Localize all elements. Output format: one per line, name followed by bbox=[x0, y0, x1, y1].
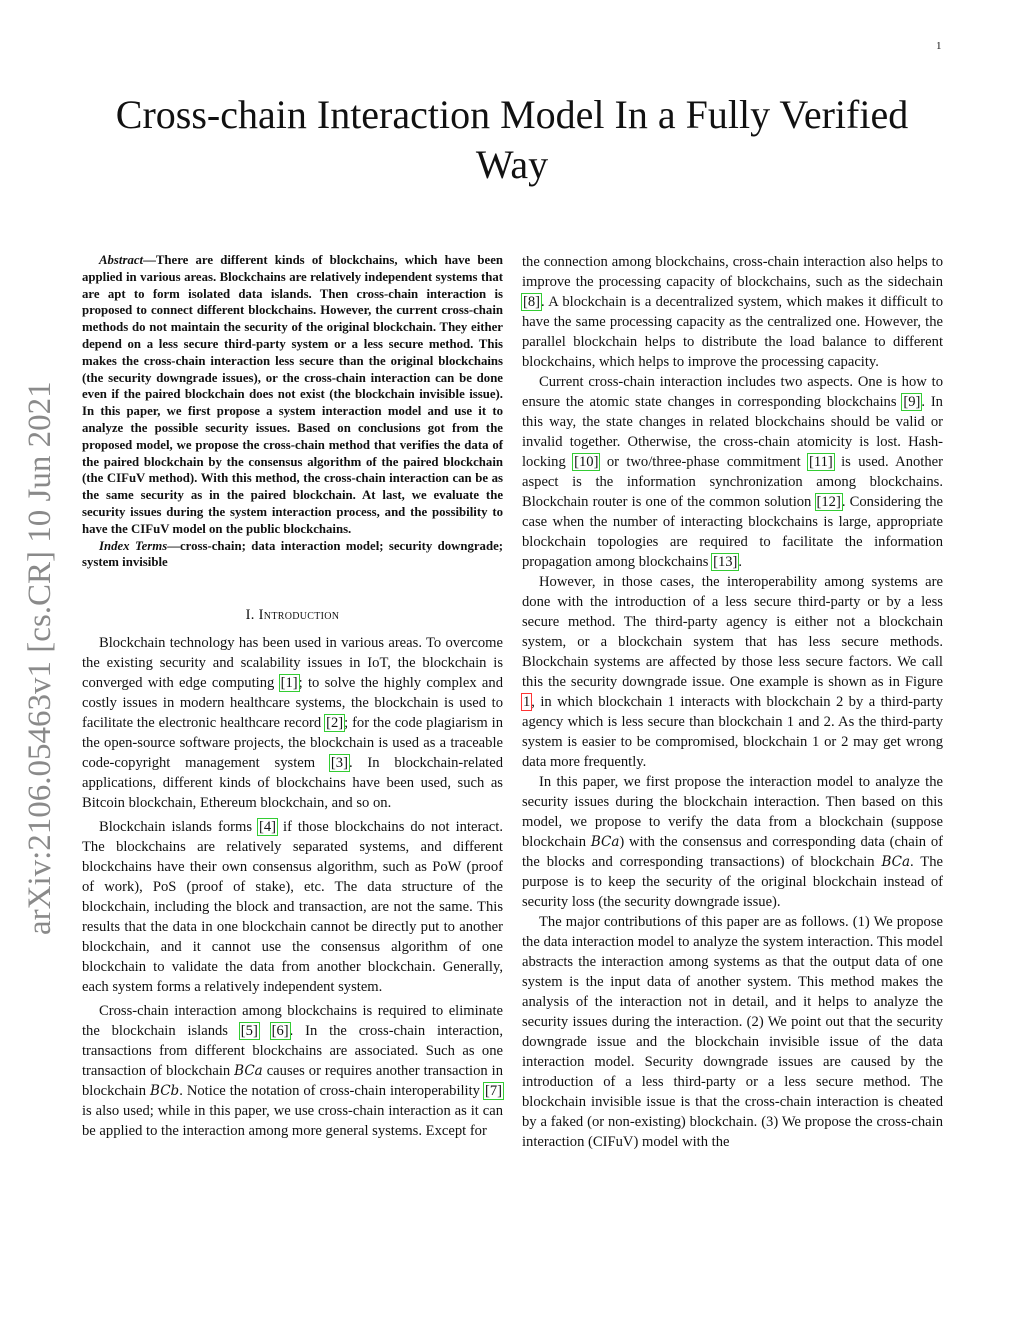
page-number: 1 bbox=[936, 40, 942, 52]
right-column bbox=[522, 252, 943, 1152]
index-terms bbox=[82, 538, 503, 572]
abstract bbox=[82, 252, 503, 538]
figure-link[interactable]: 1 bbox=[523, 694, 531, 710]
math-symbol: BCa bbox=[881, 854, 911, 870]
citation-link[interactable]: [7] bbox=[484, 1083, 502, 1100]
text-run: , in which blockchain 1 interacts with blockchain 2 by a third-party agency which is less secure than blockchain 1 and 2. As the third-party system is easier to be compromised, blockchain 1 or 2 may get wrong data more frequently. bbox=[522, 694, 943, 770]
index-terms-label: Index Terms bbox=[99, 538, 168, 553]
math-symbol: BCa bbox=[234, 1063, 263, 1080]
text-run: . In blockchain-related applications, different kinds of blockchains have been used, such as Bitcoin blockchain, Ethereum blockchain, and so on. bbox=[82, 755, 503, 812]
text-run: Cross-chain interaction among blockchains is required to eliminate the blockchain islands bbox=[82, 1003, 503, 1040]
intro-paragraph-3 bbox=[82, 1001, 503, 1141]
citation-link[interactable]: [10] bbox=[574, 454, 599, 470]
section-heading-introduction bbox=[82, 605, 503, 625]
citation-link[interactable]: [9] bbox=[903, 394, 921, 410]
text-run: is used. Another aspect is the information synchronization among blockchains. Blockchain router is one of the common solution bbox=[522, 454, 943, 510]
text-run: causes or requires another transaction in blockchain bbox=[82, 1063, 503, 1100]
text-run: . Considering the case when the number of interacting blockchains is large, appropriate blockchain topologies are required to facilitate the information propagation among blockchains bbox=[522, 494, 943, 570]
text-run: . The purpose is to keep the security of the original blockchain instead of security loss (the security downgrade issue). bbox=[522, 854, 943, 910]
citation-link[interactable]: [2] bbox=[326, 715, 344, 732]
abstract-label: Abstract bbox=[99, 253, 144, 267]
section-number: I. bbox=[245, 607, 255, 624]
text-run: Current cross-chain interaction includes two aspects. One is how to ensure the atomic state changes in corresponding blockchains bbox=[522, 374, 943, 410]
body-paragraph-5: The major contributions of this paper are as follows. (1) We propose the data interaction model to analyze the system interaction. This model abstracts the interaction among systems as that the output data of one system is the input data of another system. This method makes the analysis of the interaction not in detail, and it helps to analyze the security issues during the interaction. (2) We point out that the security downgrade issue and the blockchain invisible issue of the data interaction model. Security downgrade issues are caused by the introduction of a less third-party or a less secure method. The blockchain invisible issue is that the cross-chain interaction is cheated by a faked (or non-existing) blockchain. (3) We propose the cross-chain interaction (CIFuV) model with the bbox=[522, 914, 943, 1150]
text-run: Blockchain technology has been used in various areas. To overcome the existing security and scalability issues in IoT, the blockchain is converged with edge computing bbox=[82, 635, 503, 692]
citation-link[interactable]: [4] bbox=[259, 819, 277, 836]
text-run: . In this way, the state changes in related blockchains should be valid or invalid together. Otherwise, the cross-chain atomicity is lost. Hash-locking bbox=[522, 394, 943, 470]
citation-link[interactable]: [6] bbox=[271, 1023, 289, 1040]
citation-link[interactable]: [5] bbox=[240, 1023, 258, 1040]
text-run: ; for the code plagiarism in the open-source software projects, the blockchain is used as a traceable code-copyright management system bbox=[82, 715, 503, 772]
citation-link[interactable]: [3] bbox=[330, 755, 348, 772]
intro-paragraph-2 bbox=[82, 817, 503, 997]
text-run: . In the cross-chain interaction, transactions from different blockchains are associated. Such as one transaction of blockchain bbox=[82, 1023, 504, 1080]
body-paragraph-2 bbox=[522, 372, 943, 572]
citation-link[interactable]: [13] bbox=[713, 554, 738, 570]
text-run: However, in those cases, the interoperability among systems are done with the introduction of a less secure third-party or by a less secure method. The third-party agency is either not a blockchain system, or a blockchain system that has less secure methods. Blockchain systems are affected by those less secure factors. We call this the security downgrade issue. One example is shown as in Figure bbox=[522, 574, 943, 690]
index-terms-text: —cross-chain; data interaction model; security downgrade; system invisible bbox=[82, 538, 504, 570]
section-title: Introduction bbox=[258, 607, 340, 624]
text-run: ; to solve the highly complex and costly issues in modern healthcare systems, the blockchain is used to facilitate the electronic healthcare record bbox=[82, 675, 503, 732]
text-run: if those blockchains do not interact. The blockchains are relatively separated systems, and different blockchains have their own consensus algorithm, such as PoW (proof of work), PoS (proof of stake), etc. The data structure of the blockchain, including the block and transaction, are not the same. This results that the data in one blockchain cannot be directly put to another blockchain, and it cannot use the consensus algorithm of one blockchain to validate the data from another blockchain. Generally, each system forms a relatively independent system. bbox=[82, 819, 503, 996]
arxiv-stamp: arXiv:2106.05463v1 [cs.CR] 10 Jun 2021 bbox=[22, 381, 58, 935]
text-run: Blockchain islands forms bbox=[99, 819, 258, 836]
citation-link[interactable]: [1] bbox=[280, 675, 298, 692]
intro-paragraph-1 bbox=[82, 633, 503, 813]
citation-link[interactable]: [11] bbox=[809, 454, 833, 470]
math-symbol: BCb bbox=[150, 1083, 180, 1100]
text-run: ) with the consensus and corresponding data (chain of the blocks and corresponding transactions) of blockchain bbox=[522, 834, 943, 870]
text-run: . Notice the notation of cross-chain interoperability bbox=[179, 1083, 484, 1100]
math-symbol: BCa bbox=[590, 834, 620, 850]
text-run: In this paper, we first propose the interaction model to analyze the security issues during the blockchain interaction. Then based on this model, we propose to verify the data from a blockchain (suppose blockchain bbox=[522, 774, 943, 850]
left-column bbox=[82, 252, 503, 1141]
text-run: . bbox=[738, 554, 743, 570]
text-run: the connection among blockchains, cross-chain interaction also helps to improve the processing capacity of blockchains, such as the sidechain bbox=[522, 254, 943, 290]
citation-link[interactable]: [12] bbox=[816, 494, 841, 510]
abstract-text: —There are different kinds of blockchains, which have been applied in various areas. Blockchains are relatively independent systems that are apt to form isolated data islands. Then cross-chain interaction is proposed to connect different blockchains. However, the current cross-chain methods do not maintain the security of the original blockchain. They either depend on a less secure third-party system or a less secure method. This makes the cross-chain interaction less secure than the original blockchains (the security downgrade issues), or the cross-chain interaction can be done even if the paired blockchain does not exist (the blockchain invisible issue). In this paper, we first propose a system interaction model and use it to analyze the possible security issues. Based on conclusions got from the proposed model, we propose the cross-chain method that verifies the data of the paired blockchain by the consensus algorithm of the paired blockchain (the CIFuV method). With this method, the cross-chain interaction can be as the same security as in the paired blockchain. At last, we evaluate the security issues during the system interaction process, and the possibility to have the CIFuV model on the public blockchains. bbox=[82, 253, 503, 536]
text-run: is also used; while in this paper, we use cross-chain interaction as it can be applied to the interaction among more general systems. Except for bbox=[82, 1103, 503, 1140]
citation-link[interactable]: [8] bbox=[523, 294, 541, 310]
body-paragraph-3 bbox=[522, 572, 943, 772]
text-run: . A blockchain is a decentralized system, which makes it difficult to have the same processing capacity as the centralized one. However, the parallel blockchain helps to distribute the load balance to different blockchains, which helps to improve the processing capacity. bbox=[522, 294, 943, 370]
text-run: or two/three-phase commitment bbox=[599, 454, 808, 470]
paper-title: Cross-chain Interaction Model In a Fully Verified Way bbox=[115, 92, 909, 187]
body-paragraph-4 bbox=[522, 772, 943, 912]
body-paragraph-1 bbox=[522, 252, 943, 372]
text-run bbox=[259, 1023, 271, 1039]
